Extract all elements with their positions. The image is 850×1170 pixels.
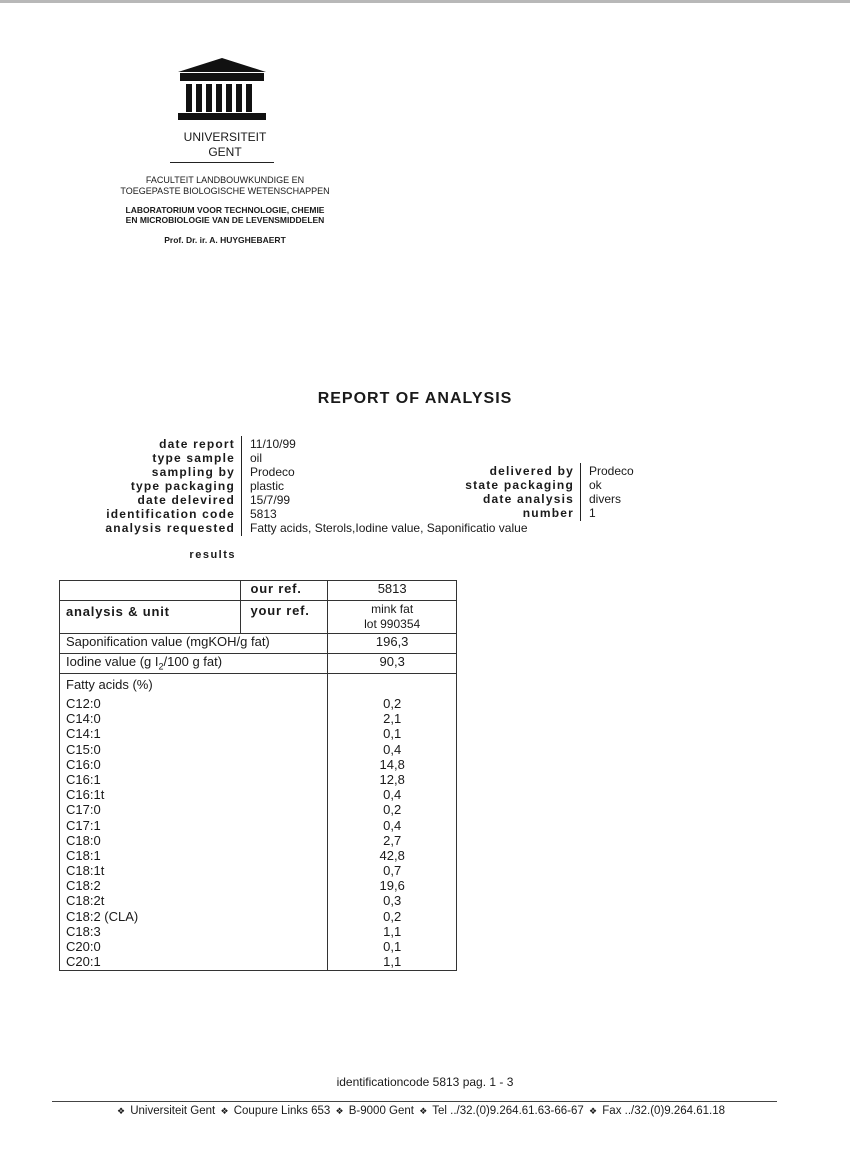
fatty-acid-value: 0,4 — [383, 741, 402, 757]
table-row — [60, 674, 457, 971]
analysis-unit-label: analysis & unit — [60, 601, 241, 634]
field-label-number: number — [522, 506, 574, 520]
fatty-acid-name-list — [66, 696, 321, 969]
fatty-acid-value: 0,2 — [383, 802, 402, 818]
field-value-date-report: 11/10/99 — [250, 437, 296, 451]
fatty-acid-name: C20:1 — [66, 954, 101, 970]
bullet-icon: ❖ — [116, 1106, 126, 1116]
field-label-type-packaging: type packaging — [130, 479, 235, 493]
our-ref-value: 5813 — [328, 581, 457, 601]
results-label: results — [189, 549, 236, 561]
saponification-value: 196,3 — [328, 634, 457, 654]
field-label-state-packaging: state packaging — [465, 478, 574, 492]
fatty-acid-value: 0,7 — [383, 863, 402, 879]
fatty-acid-value-list — [334, 696, 450, 969]
fatty-acids-values — [328, 674, 457, 971]
fatty-acid-name: C12:0 — [66, 696, 101, 711]
fatty-acid-name: C16:1 — [66, 771, 101, 787]
identification-footer: identificationcode 5813 pag. 1 - 3 — [336, 1075, 514, 1089]
fatty-acid-value: 12,8 — [379, 771, 405, 787]
iodine-label: Iodine value (g $I_2/100$ g fat) — [60, 654, 328, 674]
field-label-sampling-by: sampling by — [151, 465, 235, 479]
fatty-acid-value: 0,2 — [383, 696, 402, 711]
your-ref-label: your ref. — [240, 601, 328, 634]
fatty-acid-value: 1,1 — [383, 954, 402, 970]
university-name: UNIVERSITEIT GENT — [183, 130, 267, 159]
field-label-date-report: date report — [159, 437, 235, 451]
laboratory-name: LABORATORIUM VOOR TECHNOLOGIE, CHEMIE EN MICROBIOLOGIE VAN DE LEVENSMIDDELEN — [125, 205, 325, 225]
fatty-acid-value: 0,1 — [383, 726, 402, 742]
professor-name: Prof. Dr. ir. A. HUYGHEBAERT — [164, 235, 286, 245]
field-label-date-analysis: date analysis — [483, 492, 574, 506]
fatty-acid-value: 19,6 — [379, 878, 405, 894]
fatty-acid-value: 0,3 — [383, 893, 402, 909]
bullet-icon: ❖ — [335, 1106, 344, 1116]
fatty-acid-name: C18:0 — [66, 832, 101, 848]
fatty-acid-value: 2,1 — [383, 711, 402, 727]
letterhead-divider — [170, 162, 274, 163]
our-ref-label: our ref. — [240, 581, 328, 601]
university-building-icon — [176, 56, 268, 122]
iodine-value: 90,3 — [328, 654, 457, 674]
footer-address: ❖ Universiteit Gent ❖ Coupure Links 653 ❖ B-9000 Gent ❖ Tel ../32.(0)9.264.61.63-66-67 ❖ Fax ../32.(0)9.264.61.18 — [116, 1105, 726, 1117]
fatty-acid-name: C18:2t — [66, 893, 105, 909]
fatty-acid-name: C18:1t — [66, 863, 105, 879]
fatty-acid-name: C16:1t — [66, 787, 105, 803]
field-label-identification-code: identification code — [106, 507, 235, 521]
fatty-acids-names — [60, 674, 328, 971]
top-edge-line — [0, 0, 850, 3]
field-value-type-packaging: plastic — [250, 479, 285, 493]
your-ref-value: mink fat lot 990354 — [328, 601, 457, 634]
fatty-acid-name: C14:0 — [66, 711, 101, 727]
fatty-acid-value: 42,8 — [379, 847, 405, 863]
saponification-label: Saponification value (mgKOH/g fat) — [60, 634, 328, 654]
fatty-acid-name: C18:1 — [66, 847, 101, 863]
field-value-type-sample: oil — [250, 451, 263, 465]
fatty-acid-name: C14:1 — [66, 726, 101, 742]
table-cell-empty — [60, 581, 241, 601]
field-separator-left — [241, 436, 242, 536]
field-value-number: 1 — [589, 506, 596, 520]
table-row — [60, 581, 457, 601]
fatty-acids-label: Fatty acids (%) — [66, 677, 153, 692]
field-label-delivered-by: delivered by — [489, 464, 574, 478]
bullet-icon: ❖ — [589, 1106, 598, 1116]
field-value-date-delivered: 15/7/99 — [250, 493, 291, 507]
faculty-name: FACULTEIT LANDBOUWKUNDIGE EN TOEGEPASTE BIOLOGISCHE WETENSCHAPPEN — [120, 175, 330, 196]
fatty-acid-value: 14,8 — [379, 756, 405, 772]
fatty-acid-name: C18:3 — [66, 923, 101, 939]
field-label-analysis-requested: analysis requested — [105, 521, 235, 535]
fatty-acid-name: C18:2 (CLA) — [66, 908, 139, 924]
field-label-type-sample: type sample — [152, 451, 235, 465]
fatty-acid-value: 0,2 — [383, 908, 402, 924]
fatty-acid-name: C17:1 — [66, 817, 101, 833]
field-value-analysis-requested: Fatty acids, Sterols,Iodine value, Saponificatio value — [250, 521, 528, 535]
fatty-acid-name: C20:0 — [66, 939, 101, 954]
page-title: REPORT OF ANALYSIS — [317, 390, 513, 407]
footer-divider — [52, 1101, 777, 1102]
field-value-delivered-by: Prodeco — [589, 464, 634, 478]
fatty-acid-value: 0,1 — [383, 939, 402, 954]
fatty-acid-name: C16:0 — [66, 756, 101, 772]
fatty-acid-value: 2,7 — [383, 832, 402, 848]
table-row — [60, 654, 457, 674]
field-value-identification-code: 5813 — [250, 507, 277, 521]
field-value-sampling-by: Prodeco — [250, 465, 295, 479]
bullet-icon: ❖ — [220, 1106, 229, 1116]
field-value-date-analysis: divers — [589, 492, 622, 506]
fatty-acid-name: C18:2 — [66, 878, 101, 894]
fatty-acid-name: C17:0 — [66, 802, 101, 818]
bullet-icon: ❖ — [419, 1106, 428, 1116]
table-row — [60, 601, 457, 634]
fatty-acid-value: 1,1 — [383, 923, 402, 939]
fatty-acid-name: C15:0 — [66, 741, 101, 757]
table-row — [60, 634, 457, 654]
fatty-acid-value: 0,4 — [383, 817, 402, 833]
fatty-acid-value: 0,4 — [383, 787, 402, 803]
field-label-date-delivered: date delevired — [137, 493, 235, 507]
field-separator-right — [580, 463, 581, 521]
field-value-state-packaging: ok — [589, 478, 602, 492]
results-table — [59, 580, 457, 971]
